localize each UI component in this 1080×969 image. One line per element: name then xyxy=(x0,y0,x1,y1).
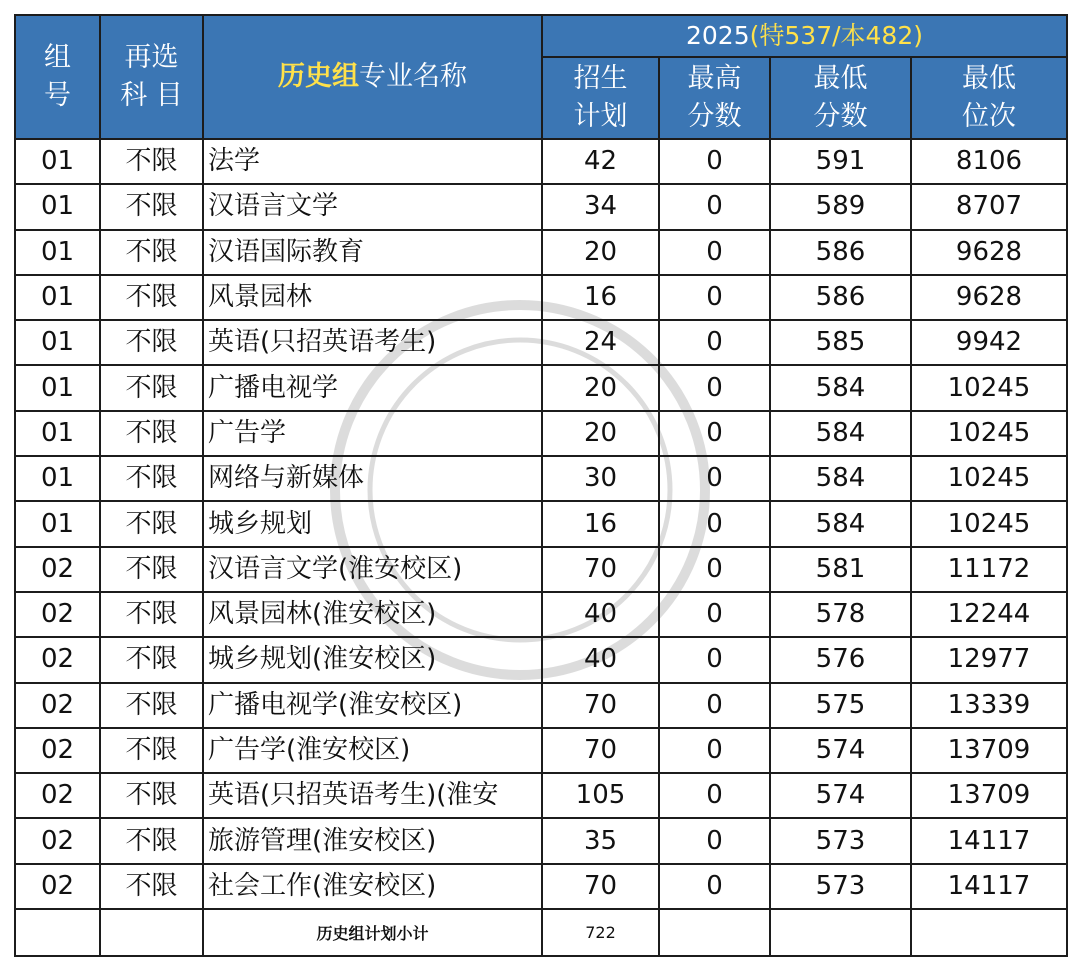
cell-min-rank: 8707 xyxy=(911,184,1067,229)
cell-group-no: 01 xyxy=(15,184,100,229)
cell-reselect-subject: 不限 xyxy=(100,411,203,456)
cell-min-rank: 12977 xyxy=(911,637,1067,682)
table-header xyxy=(15,15,1067,139)
cell-group-no: 02 xyxy=(15,818,100,863)
table-row xyxy=(15,139,1067,184)
cell-max-score: 0 xyxy=(659,139,770,184)
cell-major-name: 旅游管理(淮安校区) xyxy=(203,818,542,863)
cell-reselect-subject: 不限 xyxy=(100,818,203,863)
cell-min-rank: 9628 xyxy=(911,275,1067,320)
cell-major-name: 广告学 xyxy=(203,411,542,456)
cell-min-score: 576 xyxy=(770,637,911,682)
header-min-score: 最低 分数 xyxy=(770,57,911,139)
table-body xyxy=(15,139,1067,909)
cell-min-score: 584 xyxy=(770,365,911,410)
table-row xyxy=(15,637,1067,682)
cell-enroll-plan: 34 xyxy=(542,184,659,229)
cell-min-score: 586 xyxy=(770,275,911,320)
cell-reselect-subject: 不限 xyxy=(100,365,203,410)
cell-min-rank: 10245 xyxy=(911,501,1067,546)
cell-enroll-plan: 105 xyxy=(542,773,659,818)
cell-group-no: 01 xyxy=(15,456,100,501)
cell-group-no: 02 xyxy=(15,683,100,728)
table-row xyxy=(15,275,1067,320)
cell-max-score: 0 xyxy=(659,320,770,365)
subtotal-max-cell xyxy=(659,909,770,956)
cell-max-score: 0 xyxy=(659,683,770,728)
cell-max-score: 0 xyxy=(659,184,770,229)
cell-reselect-subject: 不限 xyxy=(100,728,203,773)
cell-major-name: 法学 xyxy=(203,139,542,184)
table-row xyxy=(15,773,1067,818)
cell-min-score: 578 xyxy=(770,592,911,637)
table-row xyxy=(15,456,1067,501)
cell-reselect-subject: 不限 xyxy=(100,320,203,365)
cell-enroll-plan: 16 xyxy=(542,501,659,546)
subtotal-reselect-cell xyxy=(100,909,203,956)
header-reselect-subject: 再选 科 目 xyxy=(100,15,203,139)
cell-min-score: 575 xyxy=(770,683,911,728)
cell-group-no: 02 xyxy=(15,547,100,592)
subtotal-label: 历史组计划小计 xyxy=(203,909,542,956)
cell-enroll-plan: 16 xyxy=(542,275,659,320)
cell-enroll-plan: 20 xyxy=(542,230,659,275)
cell-enroll-plan: 70 xyxy=(542,683,659,728)
cell-max-score: 0 xyxy=(659,592,770,637)
cell-enroll-plan: 70 xyxy=(542,728,659,773)
cell-min-score: 573 xyxy=(770,864,911,909)
cell-min-rank: 12244 xyxy=(911,592,1067,637)
cell-reselect-subject: 不限 xyxy=(100,139,203,184)
header-min-rank: 最低 位次 xyxy=(911,57,1067,139)
cell-major-name: 汉语言文学 xyxy=(203,184,542,229)
cell-major-name: 城乡规划 xyxy=(203,501,542,546)
cell-max-score: 0 xyxy=(659,728,770,773)
header-enroll-plan: 招生 计划 xyxy=(542,57,659,139)
table-row xyxy=(15,818,1067,863)
cell-max-score: 0 xyxy=(659,773,770,818)
cell-max-score: 0 xyxy=(659,456,770,501)
header-group-no: 组 号 xyxy=(15,15,100,139)
table-row xyxy=(15,547,1067,592)
table-row xyxy=(15,411,1067,456)
cell-min-rank: 10245 xyxy=(911,411,1067,456)
cell-min-score: 589 xyxy=(770,184,911,229)
cell-major-name: 网络与新媒体 xyxy=(203,456,542,501)
cell-major-name: 广告学(淮安校区) xyxy=(203,728,542,773)
cell-group-no: 01 xyxy=(15,411,100,456)
cell-max-score: 0 xyxy=(659,864,770,909)
table-row xyxy=(15,501,1067,546)
cell-min-score: 585 xyxy=(770,320,911,365)
cell-max-score: 0 xyxy=(659,230,770,275)
cell-major-name: 英语(只招英语考生) xyxy=(203,320,542,365)
cell-group-no: 01 xyxy=(15,275,100,320)
cell-enroll-plan: 70 xyxy=(542,864,659,909)
cell-reselect-subject: 不限 xyxy=(100,456,203,501)
cell-min-score: 591 xyxy=(770,139,911,184)
cell-min-rank: 9628 xyxy=(911,230,1067,275)
cell-group-no: 01 xyxy=(15,139,100,184)
cell-reselect-subject: 不限 xyxy=(100,637,203,682)
cell-enroll-plan: 35 xyxy=(542,818,659,863)
table-row xyxy=(15,728,1067,773)
subtotal-rank-cell xyxy=(911,909,1067,956)
cell-enroll-plan: 20 xyxy=(542,365,659,410)
table-row xyxy=(15,592,1067,637)
subtotal-row xyxy=(15,909,1067,956)
cell-min-rank: 13709 xyxy=(911,773,1067,818)
admission-table xyxy=(14,14,1068,957)
cell-major-name: 社会工作(淮安校区) xyxy=(203,864,542,909)
cell-reselect-subject: 不限 xyxy=(100,184,203,229)
cell-major-name: 广播电视学 xyxy=(203,365,542,410)
cell-group-no: 02 xyxy=(15,728,100,773)
cell-min-rank: 13339 xyxy=(911,683,1067,728)
cell-min-rank: 14117 xyxy=(911,818,1067,863)
cell-group-no: 01 xyxy=(15,230,100,275)
cell-major-name: 城乡规划(淮安校区) xyxy=(203,637,542,682)
subtotal-min-cell xyxy=(770,909,911,956)
cell-max-score: 0 xyxy=(659,411,770,456)
cell-reselect-subject: 不限 xyxy=(100,547,203,592)
subtotal-group-cell xyxy=(15,909,100,956)
table-row xyxy=(15,230,1067,275)
cell-enroll-plan: 40 xyxy=(542,637,659,682)
cell-enroll-plan: 42 xyxy=(542,139,659,184)
header-major-highlight: 历史组 xyxy=(278,61,359,92)
cell-group-no: 01 xyxy=(15,501,100,546)
cell-min-score: 573 xyxy=(770,818,911,863)
cell-reselect-subject: 不限 xyxy=(100,864,203,909)
header-major-rest: 专业名称 xyxy=(359,61,467,92)
cell-major-name: 汉语国际教育 xyxy=(203,230,542,275)
cell-enroll-plan: 24 xyxy=(542,320,659,365)
cell-enroll-plan: 40 xyxy=(542,592,659,637)
header-major-name xyxy=(203,15,542,139)
cell-enroll-plan: 20 xyxy=(542,411,659,456)
table-row xyxy=(15,320,1067,365)
cell-enroll-plan: 70 xyxy=(542,547,659,592)
cell-reselect-subject: 不限 xyxy=(100,773,203,818)
cell-major-name: 广播电视学(淮安校区) xyxy=(203,683,542,728)
table-row xyxy=(15,184,1067,229)
cell-max-score: 0 xyxy=(659,275,770,320)
cell-enroll-plan: 30 xyxy=(542,456,659,501)
cell-min-rank: 10245 xyxy=(911,456,1067,501)
header-year: 2025(特537/本482) xyxy=(542,15,1067,57)
cell-min-score: 584 xyxy=(770,411,911,456)
cell-min-rank: 10245 xyxy=(911,365,1067,410)
table-row xyxy=(15,864,1067,909)
cell-max-score: 0 xyxy=(659,818,770,863)
cell-min-rank: 9942 xyxy=(911,320,1067,365)
cell-group-no: 01 xyxy=(15,365,100,410)
cell-reselect-subject: 不限 xyxy=(100,501,203,546)
cell-min-rank: 13709 xyxy=(911,728,1067,773)
cell-min-score: 574 xyxy=(770,773,911,818)
cell-group-no: 02 xyxy=(15,864,100,909)
cell-min-score: 586 xyxy=(770,230,911,275)
cell-major-name: 汉语言文学(淮安校区) xyxy=(203,547,542,592)
cell-reselect-subject: 不限 xyxy=(100,592,203,637)
cell-major-name: 风景园林(淮安校区) xyxy=(203,592,542,637)
cell-min-rank: 14117 xyxy=(911,864,1067,909)
cell-group-no: 01 xyxy=(15,320,100,365)
cell-min-score: 581 xyxy=(770,547,911,592)
cell-max-score: 0 xyxy=(659,365,770,410)
cell-reselect-subject: 不限 xyxy=(100,230,203,275)
cell-group-no: 02 xyxy=(15,592,100,637)
cell-min-score: 584 xyxy=(770,501,911,546)
subtotal-plan: 722 xyxy=(542,909,659,956)
cell-max-score: 0 xyxy=(659,501,770,546)
cell-max-score: 0 xyxy=(659,637,770,682)
cell-max-score: 0 xyxy=(659,547,770,592)
cell-group-no: 02 xyxy=(15,773,100,818)
header-year-note: (特537/本482) xyxy=(749,21,923,50)
cell-major-name: 风景园林 xyxy=(203,275,542,320)
table-row xyxy=(15,365,1067,410)
header-max-score: 最高 分数 xyxy=(659,57,770,139)
cell-min-score: 574 xyxy=(770,728,911,773)
cell-reselect-subject: 不限 xyxy=(100,275,203,320)
cell-major-name: 英语(只招英语考生)(淮安 xyxy=(203,773,542,818)
cell-group-no: 02 xyxy=(15,637,100,682)
cell-min-rank: 11172 xyxy=(911,547,1067,592)
cell-reselect-subject: 不限 xyxy=(100,683,203,728)
cell-min-rank: 8106 xyxy=(911,139,1067,184)
cell-min-score: 584 xyxy=(770,456,911,501)
table-row xyxy=(15,683,1067,728)
